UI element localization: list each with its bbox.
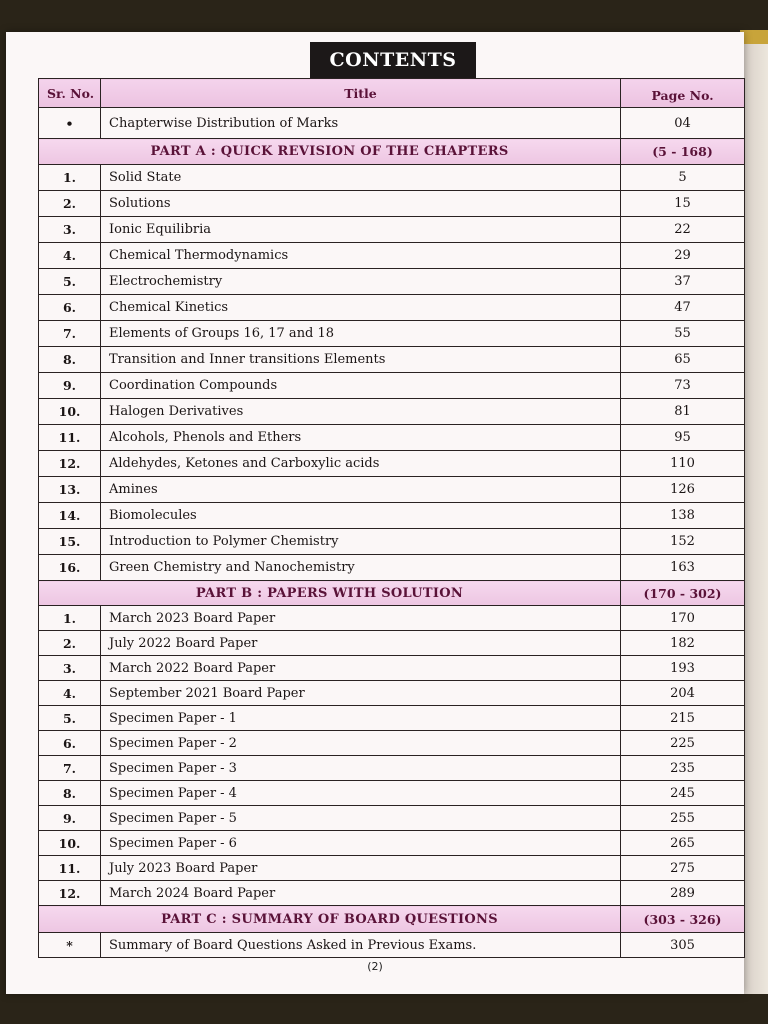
row-sr: 6. (39, 731, 101, 756)
row-page: 204 (621, 681, 745, 706)
row-sr: 5. (39, 269, 101, 295)
row-sr: 7. (39, 756, 101, 781)
part-header-row (39, 906, 745, 933)
part-page-range: (170 - 302) (621, 581, 745, 606)
contents-heading: CONTENTS (310, 42, 476, 78)
row-sr: 9. (39, 806, 101, 831)
part-header-row (39, 581, 745, 606)
row-title: Biomolecules (101, 503, 621, 529)
row-sr: 2. (39, 631, 101, 656)
table-row (39, 243, 745, 269)
table-row (39, 881, 745, 906)
row-page: 15 (621, 191, 745, 217)
row-title: Ionic Equilibria (101, 217, 621, 243)
header-sr-no: Sr. No. (39, 79, 101, 108)
row-sr: 11. (39, 856, 101, 881)
part-title: PART C : SUMMARY OF BOARD QUESTIONS (39, 906, 621, 933)
table-row (39, 631, 745, 656)
row-title: Elements of Groups 16, 17 and 18 (101, 321, 621, 347)
row-page: 138 (621, 503, 745, 529)
row-page: 55 (621, 321, 745, 347)
table-row (39, 425, 745, 451)
table-row (39, 321, 745, 347)
part-title: PART A : QUICK REVISION OF THE CHAPTERS (39, 139, 621, 165)
row-sr: 11. (39, 425, 101, 451)
part-a-section (39, 139, 745, 581)
table-row (39, 191, 745, 217)
table-row (39, 347, 745, 373)
row-sr: 6. (39, 295, 101, 321)
row-title: Specimen Paper - 1 (101, 706, 621, 731)
table-row (39, 399, 745, 425)
row-page: 65 (621, 347, 745, 373)
row-title: Specimen Paper - 2 (101, 731, 621, 756)
row-page: 5 (621, 165, 745, 191)
row-title: Solutions (101, 191, 621, 217)
row-page: 47 (621, 295, 745, 321)
row-page: 37 (621, 269, 745, 295)
part-page-range: (5 - 168) (621, 139, 745, 165)
table-row (39, 831, 745, 856)
row-page: 193 (621, 656, 745, 681)
row-title: Summary of Board Questions Asked in Previous Exams. (101, 933, 621, 958)
header-title: Title (101, 79, 621, 108)
table-row (39, 108, 745, 139)
table-row (39, 933, 745, 958)
table-row (39, 555, 745, 581)
table-row (39, 373, 745, 399)
row-title: Introduction to Polymer Chemistry (101, 529, 621, 555)
table-row (39, 781, 745, 806)
row-title: Coordination Compounds (101, 373, 621, 399)
row-sr: 4. (39, 243, 101, 269)
row-title: Amines (101, 477, 621, 503)
row-sr: 14. (39, 503, 101, 529)
row-page: 255 (621, 806, 745, 831)
row-title: Specimen Paper - 4 (101, 781, 621, 806)
row-page: 163 (621, 555, 745, 581)
table-row (39, 165, 745, 191)
part-title: PART B : PAPERS WITH SOLUTION (39, 581, 621, 606)
table-row (39, 706, 745, 731)
row-sr: 15. (39, 529, 101, 555)
row-sr: * (39, 933, 101, 958)
table-row (39, 656, 745, 681)
table-row (39, 681, 745, 706)
part-c-section (39, 906, 745, 958)
row-page: 95 (621, 425, 745, 451)
row-title: March 2023 Board Paper (101, 606, 621, 631)
row-sr: 3. (39, 656, 101, 681)
row-page: 110 (621, 451, 745, 477)
row-page: 289 (621, 881, 745, 906)
row-title: Chemical Thermodynamics (101, 243, 621, 269)
row-title: Green Chemistry and Nanochemistry (101, 555, 621, 581)
cover-corner (740, 30, 768, 44)
row-page: 81 (621, 399, 745, 425)
table-row (39, 295, 745, 321)
table-row (39, 503, 745, 529)
table-row (39, 756, 745, 781)
row-title: Specimen Paper - 3 (101, 756, 621, 781)
row-title: Specimen Paper - 5 (101, 806, 621, 831)
row-sr: 12. (39, 881, 101, 906)
table-row (39, 269, 745, 295)
row-title: Aldehydes, Ketones and Carboxylic acids (101, 451, 621, 477)
row-title: July 2022 Board Paper (101, 631, 621, 656)
row-sr: 1. (39, 165, 101, 191)
row-title: Halogen Derivatives (101, 399, 621, 425)
part-b-section (39, 581, 745, 906)
row-page: 04 (621, 108, 745, 139)
table-row (39, 806, 745, 831)
contents-table (38, 78, 745, 958)
row-title: Electrochemistry (101, 269, 621, 295)
row-title: March 2022 Board Paper (101, 656, 621, 681)
row-page: 73 (621, 373, 745, 399)
row-title: March 2024 Board Paper (101, 881, 621, 906)
table-header (39, 79, 745, 108)
row-sr: 7. (39, 321, 101, 347)
row-sr: 5. (39, 706, 101, 731)
intro-section (39, 108, 745, 139)
row-page: 215 (621, 706, 745, 731)
row-page: 225 (621, 731, 745, 756)
row-sr: 10. (39, 399, 101, 425)
row-page: 170 (621, 606, 745, 631)
row-page: 275 (621, 856, 745, 881)
row-sr: • (39, 108, 101, 139)
table-row (39, 606, 745, 631)
table-row (39, 856, 745, 881)
table-row (39, 451, 745, 477)
row-sr: 8. (39, 781, 101, 806)
row-sr: 3. (39, 217, 101, 243)
row-page: 152 (621, 529, 745, 555)
row-page: 235 (621, 756, 745, 781)
table-row (39, 217, 745, 243)
table-row (39, 529, 745, 555)
row-sr: 10. (39, 831, 101, 856)
table-row (39, 731, 745, 756)
row-page: 22 (621, 217, 745, 243)
row-sr: 2. (39, 191, 101, 217)
row-sr: 9. (39, 373, 101, 399)
row-sr: 8. (39, 347, 101, 373)
row-page: 245 (621, 781, 745, 806)
row-sr: 12. (39, 451, 101, 477)
row-sr: 13. (39, 477, 101, 503)
contents-page (6, 32, 744, 994)
book-spine-edge (744, 32, 768, 994)
row-sr: 16. (39, 555, 101, 581)
row-sr: 4. (39, 681, 101, 706)
row-page: 126 (621, 477, 745, 503)
row-page: 265 (621, 831, 745, 856)
row-title: Alcohols, Phenols and Ethers (101, 425, 621, 451)
part-header-row (39, 139, 745, 165)
part-page-range: (303 - 326) (621, 906, 745, 933)
row-title: July 2023 Board Paper (101, 856, 621, 881)
row-title: Chapterwise Distribution of Marks (101, 108, 621, 139)
row-title: September 2021 Board Paper (101, 681, 621, 706)
row-title: Chemical Kinetics (101, 295, 621, 321)
row-page: 305 (621, 933, 745, 958)
row-title: Transition and Inner transitions Elements (101, 347, 621, 373)
row-sr: 1. (39, 606, 101, 631)
row-title: Specimen Paper - 6 (101, 831, 621, 856)
row-page: 29 (621, 243, 745, 269)
row-page: 182 (621, 631, 745, 656)
table-row (39, 477, 745, 503)
page-number: (2) (367, 960, 383, 973)
header-page-no: Page No. (621, 79, 745, 108)
row-title: Solid State (101, 165, 621, 191)
